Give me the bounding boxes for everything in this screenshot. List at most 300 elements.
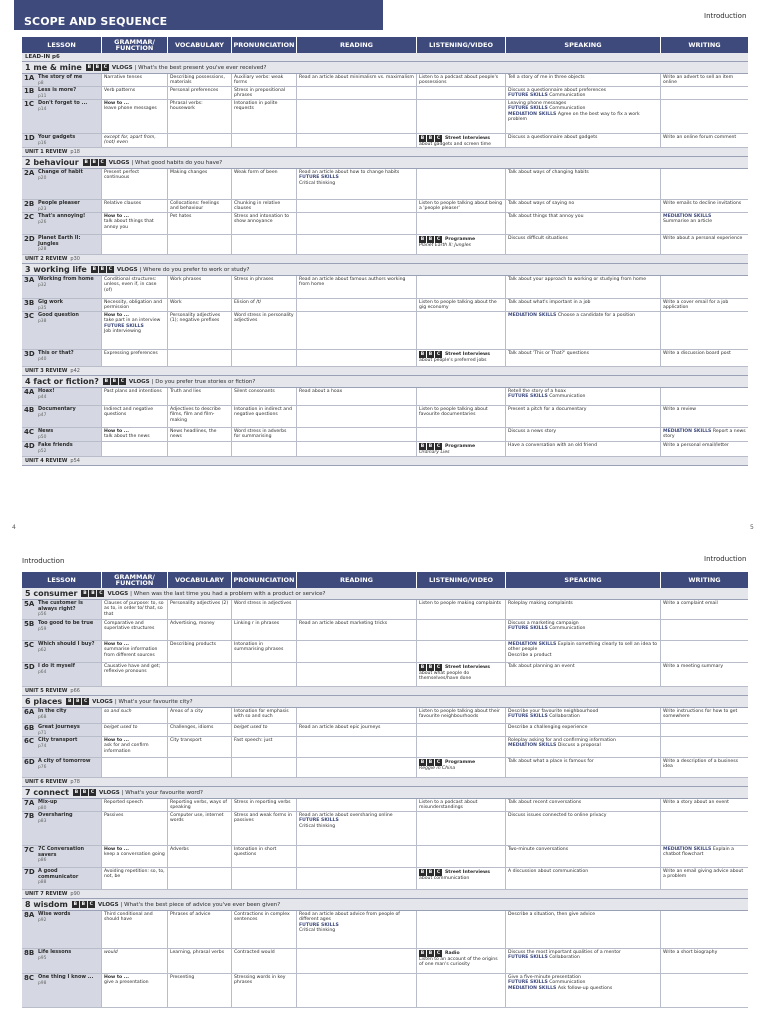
cell-line: Roleplay asking for and confirming information: [508, 738, 616, 743]
cell-line: [419, 135, 503, 142]
lesson-row: [22, 812, 748, 846]
lesson-cell[interactable]: [22, 758, 102, 777]
pronunciation-cell: [232, 100, 297, 133]
grammar-cell: [102, 428, 168, 441]
cell-line: Personality adjectives (1); negative prefixes: [170, 313, 221, 324]
lesson-code: 6A: [24, 708, 35, 716]
lesson-code: 1B: [24, 87, 35, 95]
header-grammar: GRAMMAR/ FUNCTION: [102, 572, 168, 588]
lesson-code: 3B: [24, 299, 35, 307]
pronunciation-cell: [232, 87, 297, 99]
bbc-letter: C: [120, 379, 125, 384]
unit-title-row: [22, 264, 748, 276]
lesson-cell[interactable]: [22, 663, 102, 686]
vocabulary-cell: [168, 235, 232, 254]
bbc-letter: B: [428, 136, 433, 141]
lesson-cell[interactable]: [22, 708, 102, 723]
lesson-body: [38, 709, 67, 722]
cell-line: about people's preferred jobs: [419, 358, 487, 363]
speaking-cell: [506, 276, 661, 298]
vlogs-label: VLOGS: [128, 378, 150, 385]
cell-line: keep a conversation going: [104, 852, 165, 858]
review-page: p90: [70, 891, 80, 897]
lesson-code: 7A: [24, 799, 35, 807]
lesson-cell[interactable]: [22, 911, 102, 948]
reading-cell: [297, 949, 417, 973]
bbc-letter: C: [108, 267, 112, 272]
cell-line: Describe your favourite neighbourhood: [508, 709, 599, 714]
reading-cell: [297, 641, 417, 662]
cell-line: Roleplay making complaints: [508, 601, 573, 606]
unit-title-row: [22, 62, 748, 74]
unit-review-row: [22, 367, 748, 376]
reading-cell: [297, 724, 417, 736]
header-lesson: LESSON: [22, 572, 102, 588]
vocabulary-cell: [168, 406, 232, 427]
listening-cell: [417, 949, 506, 973]
cell-line: Talk about things that annoy you: [508, 214, 584, 219]
lesson-page: p52: [38, 448, 47, 454]
cell-line: Tell a story of me in three objects: [508, 75, 585, 80]
header-reading: READING: [297, 37, 417, 53]
grammar-cell: [102, 737, 168, 757]
unit-title-row: [22, 787, 748, 799]
cell-line: Challenges, idioms: [170, 725, 214, 730]
listening-cell: [417, 276, 506, 298]
cell-line: Write an advert to sell an item online: [663, 75, 734, 86]
cell-line: Critical thinking: [299, 927, 336, 933]
bbc-letter: B: [91, 591, 95, 596]
vocabulary-cell: [168, 663, 232, 686]
table-body: [22, 53, 748, 466]
vlogs-label: VLOGS: [98, 789, 120, 796]
review-page: p78: [70, 779, 80, 785]
cell-line: talk about the news: [104, 434, 150, 440]
vocabulary-cell: [168, 428, 232, 441]
cell-line: about what people do themselves/have done: [419, 671, 472, 682]
media-type: Street Interviews: [445, 136, 491, 141]
cell-line: Reggie in China: [419, 766, 456, 771]
cell-line: [508, 313, 658, 318]
cell-line: Chunking in relative clauses: [234, 201, 281, 212]
bbc-letter: B: [92, 267, 97, 272]
cell-line: summarise information from different sources: [104, 647, 158, 658]
bbc-letter: B: [84, 160, 88, 165]
lesson-title: A city of tomorrow: [38, 758, 91, 764]
lesson-code: 6D: [24, 758, 35, 766]
reading-cell: [297, 758, 417, 777]
speaking-cell: [506, 200, 661, 212]
bbc-logo: [86, 64, 109, 71]
vlog-question: | When was the last time you had a problem with a product or service?: [130, 590, 326, 597]
lesson-page: p68: [38, 714, 47, 720]
bbc-logo: [419, 664, 442, 671]
lead-in-row: LEAD-IN p6: [22, 53, 748, 62]
vlog-question: | Where do you prefer to work or study?: [139, 266, 250, 273]
lesson-title: One thing I know ...: [38, 974, 94, 980]
speaking-cell: [506, 641, 661, 662]
cell-line: Intonation in polite requests: [234, 101, 278, 112]
lesson-cell[interactable]: [22, 100, 102, 133]
lesson-title: This or that?: [38, 350, 74, 356]
cell-line: Adjectives to describe films, film and film-making: [170, 407, 221, 423]
bbc-logo: [91, 266, 114, 273]
skill-text: Discuss a proposal: [556, 743, 601, 749]
lesson-cell[interactable]: [22, 200, 102, 212]
reading-cell: [297, 442, 417, 456]
vocabulary-cell: [168, 213, 232, 234]
lesson-cell[interactable]: [22, 74, 102, 86]
lesson-code: 6C: [24, 737, 35, 745]
cell-line: Reporting verbs, ways of speaking: [170, 800, 228, 811]
lesson-cell[interactable]: [22, 428, 102, 441]
lesson-row: [22, 868, 748, 890]
lesson-cell[interactable]: [22, 974, 102, 1007]
listening-cell: [417, 312, 506, 349]
bbc-letter: C: [436, 237, 441, 242]
reading-cell: [297, 620, 417, 640]
lesson-cell[interactable]: [22, 799, 102, 811]
writing-cell: [661, 428, 748, 441]
bbc-letter: B: [428, 665, 433, 670]
reading-cell: [297, 134, 417, 147]
cell-line: Discuss a questionnaire about preferences: [508, 88, 607, 93]
bbc-logo: [81, 590, 104, 597]
cell-line: Give a five-minute presentation: [508, 975, 581, 980]
cell-line: Linking r in phrases: [234, 621, 280, 626]
lesson-page: p47: [38, 412, 47, 418]
unit-review-row: [22, 778, 748, 787]
vlog-question: | What good habits do you have?: [131, 159, 223, 166]
vlog-question: | What's your favourite city?: [114, 698, 193, 705]
lesson-title: Less is more?: [38, 87, 77, 93]
cell-line: leave phone messages: [104, 106, 157, 112]
lesson-row: [22, 641, 748, 663]
bbc-letter: C: [436, 951, 441, 956]
writing-cell: [661, 388, 748, 405]
speaking-cell: [506, 169, 661, 199]
skill-text: Communication: [547, 394, 586, 400]
writing-cell: [661, 406, 748, 427]
lesson-code: 4C: [24, 428, 35, 436]
writing-cell: [661, 276, 748, 298]
writing-cell: [661, 169, 748, 199]
cell-line: Write a meeting summary: [663, 664, 724, 669]
lesson-code: 1A: [24, 74, 35, 82]
lesson-body: [38, 351, 74, 365]
lesson-cell[interactable]: [22, 235, 102, 254]
grammar-cell: [102, 350, 168, 366]
bbc-letter: B: [420, 237, 425, 242]
skill-text: Report a news story: [663, 429, 746, 440]
lesson-cell[interactable]: [22, 169, 102, 199]
cell-line: A discussion about communication: [508, 869, 589, 874]
header-grammar: GRAMMAR/ FUNCTION: [102, 37, 168, 53]
vocabulary-cell: [168, 974, 232, 1007]
media-type: Street Interviews: [445, 870, 491, 875]
cell-line: Learning, phrasal verbs: [170, 950, 225, 955]
cell-line: Describing products: [170, 642, 216, 647]
lesson-body: [38, 135, 75, 146]
bbc-letter: B: [428, 237, 433, 242]
cell-line: Talk about what a place is famous for: [508, 759, 594, 764]
cell-line: Presenting: [170, 975, 195, 980]
lesson-row: [22, 428, 748, 442]
lesson-page: p62: [38, 647, 47, 653]
lesson-row: [22, 600, 748, 620]
review-page: p42: [70, 368, 80, 374]
bbc-logo: [419, 443, 442, 450]
cell-line: Discuss a news story: [508, 429, 557, 434]
lesson-title: Working from home: [38, 276, 94, 282]
cell-line: Discuss the most important qualities of a mentor: [508, 950, 621, 955]
scope-table-2: [22, 572, 748, 1008]
lesson-page: p59: [38, 626, 47, 632]
cell-line: City transport: [170, 738, 202, 743]
cell-line: Past plans and intentions: [104, 389, 162, 394]
cell-line: Contracted would: [234, 950, 275, 955]
header-vocabulary: VOCABULARY: [168, 572, 232, 588]
future-skills-label: FUTURE SKILLS: [299, 175, 339, 181]
listening-cell: [417, 799, 506, 811]
pronunciation-cell: [232, 276, 297, 298]
lesson-page: p88: [38, 880, 47, 885]
page-number-left: 4: [12, 524, 16, 531]
cell-line: would: [104, 950, 118, 955]
lesson-code: 3C: [24, 312, 35, 320]
lesson-code: 1C: [24, 100, 35, 108]
cell-line: Stress in phrases: [234, 277, 274, 282]
cell-line: be/get used to: [104, 725, 138, 730]
bbc-logo: [419, 135, 442, 142]
cell-line: Causative have and get; reflexive pronouns: [104, 664, 161, 675]
lesson-body: [38, 725, 80, 735]
vlog-question: | Do you prefer true stories or fiction?: [151, 378, 256, 385]
lesson-cell[interactable]: [22, 276, 102, 298]
reading-cell: [297, 406, 417, 427]
vocabulary-cell: [168, 169, 232, 199]
reading-cell: [297, 74, 417, 86]
vocabulary-cell: [168, 911, 232, 948]
lesson-code: 6B: [24, 724, 35, 732]
cell-line: Describing possessions, materials: [170, 75, 225, 86]
cell-line: Write emails to decline invitations: [663, 201, 742, 206]
cell-line: Reported speech: [104, 800, 143, 805]
bbc-logo: [419, 351, 442, 358]
lesson-row: [22, 911, 748, 949]
unit-title: 5 consumer: [25, 589, 78, 598]
cell-line: Ordinary Lies: [419, 450, 450, 455]
reading-cell: [297, 299, 417, 311]
lesson-cell[interactable]: [22, 949, 102, 973]
reading-cell: [297, 600, 417, 619]
speaking-cell: [506, 974, 661, 1007]
grammar-cell: [102, 87, 168, 99]
lesson-cell[interactable]: [22, 620, 102, 640]
bbc-letter: C: [84, 699, 88, 704]
cell-line: Phrasal verbs: housework: [170, 101, 203, 112]
unit-title-row: [22, 696, 748, 708]
writing-cell: [661, 235, 748, 254]
bbc-letter: C: [436, 136, 441, 141]
lesson-title: Planet Earth II: Jungles: [38, 235, 81, 247]
cell-line: Read an article about marketing tricks: [299, 621, 388, 626]
lesson-row: [22, 737, 748, 758]
pronunciation-cell: [232, 812, 297, 845]
bbc-letter: C: [436, 444, 441, 449]
cell-line: Pet hates: [170, 214, 192, 219]
cell-line: Talk about 'This or That?' questions: [508, 351, 589, 356]
lesson-code: 2C: [24, 213, 35, 221]
writing-cell: [661, 949, 748, 973]
review-label: UNIT 3 REVIEW: [25, 368, 68, 374]
writing-cell: [661, 620, 748, 640]
reading-cell: [297, 911, 417, 948]
lesson-title: Oversharing: [38, 812, 73, 818]
lesson-cell[interactable]: [22, 812, 102, 845]
media-type: Programme: [445, 760, 476, 765]
mediation-skills-label: MEDIATION SKILLS: [663, 429, 712, 434]
lesson-code: 7C: [24, 846, 35, 854]
lesson-body: [38, 75, 82, 85]
pronunciation-cell: [232, 213, 297, 234]
review-page: p66: [70, 688, 80, 694]
cell-line: Write a discussion board post: [663, 351, 731, 356]
cell-line: Phrases of advice: [170, 912, 211, 917]
reading-cell: [297, 799, 417, 811]
grammar-cell: [102, 442, 168, 456]
skill-text: Agree on the best way to fix a work problem: [508, 111, 640, 122]
lesson-cell[interactable]: [22, 350, 102, 366]
lesson-body: [38, 407, 76, 426]
lesson-cell[interactable]: [22, 846, 102, 867]
lesson-code: 2B: [24, 200, 35, 208]
cell-line: How to ...: [104, 738, 130, 743]
lesson-cell[interactable]: [22, 600, 102, 619]
listening-cell: [417, 235, 506, 254]
bbc-logo: [83, 159, 106, 166]
lesson-cell[interactable]: [22, 724, 102, 736]
speaking-cell: [506, 737, 661, 757]
lesson-row: [22, 724, 748, 737]
lesson-page: p32: [38, 282, 47, 288]
bbc-letter: B: [75, 699, 80, 704]
vocabulary-cell: [168, 134, 232, 147]
lesson-title: Don't forget to ...: [38, 100, 88, 106]
bbc-letter: B: [112, 379, 117, 384]
review-label: UNIT 6 REVIEW: [25, 779, 68, 785]
lesson-code: 3A: [24, 276, 35, 284]
bbc-letter: B: [74, 790, 79, 795]
vocabulary-cell: [168, 812, 232, 845]
cell-line: Write an online forum comment: [663, 135, 737, 140]
cell-line: [508, 642, 658, 653]
lesson-cell[interactable]: [22, 641, 102, 662]
lesson-row: [22, 100, 748, 134]
lesson-title: City transport: [38, 737, 78, 743]
cell-line: take part in an interview: [104, 318, 161, 324]
cell-line: about gadgets and screen time: [419, 142, 491, 147]
vlogs-label: VLOGS: [108, 159, 130, 166]
reading-cell: [297, 663, 417, 686]
writing-cell: [661, 758, 748, 777]
lesson-page: p8: [38, 80, 44, 86]
lesson-row: [22, 442, 748, 457]
cell-line: Listen to people talking about being a 'people pleaser': [419, 201, 503, 212]
cell-line: Have a conversation with an old friend: [508, 443, 597, 448]
lesson-cell[interactable]: [22, 868, 102, 889]
unit-title-row: [22, 899, 748, 911]
listening-cell: [417, 428, 506, 441]
header-writing: WRITING: [688, 40, 721, 49]
speaking-cell: [506, 663, 661, 686]
reading-cell: [297, 737, 417, 757]
cell-line: Adverbs: [170, 847, 189, 852]
bbc-letter: C: [99, 591, 103, 596]
cell-line: Read an article about famous authors working from home: [299, 277, 406, 288]
lesson-title: In the city: [38, 708, 67, 714]
lesson-page: p28: [38, 247, 47, 252]
writing-cell: [661, 312, 748, 349]
bbc-letter: B: [420, 665, 425, 670]
unit-review-row: [22, 148, 748, 157]
future-skills-label: FUTURE SKILLS: [508, 980, 548, 986]
mediation-skills-label: MEDIATION SKILLS: [663, 214, 712, 219]
cell-line: Job interviewing: [104, 328, 141, 334]
cell-line: [508, 955, 658, 960]
lesson-cell[interactable]: [22, 312, 102, 349]
lesson-body: [38, 759, 91, 776]
pronunciation-cell: [232, 134, 297, 147]
cell-line: Weak form of been: [234, 170, 278, 175]
lesson-row: [22, 235, 748, 255]
speaking-cell: [506, 758, 661, 777]
pronunciation-cell: [232, 620, 297, 640]
vocabulary-cell: [168, 641, 232, 662]
listening-cell: [417, 641, 506, 662]
section-label: Introduction: [704, 12, 747, 20]
lesson-cell[interactable]: [22, 388, 102, 405]
grammar-cell: [102, 388, 168, 405]
cell-line: Write a cover email for a job application: [663, 300, 729, 311]
grammar-cell: [102, 74, 168, 86]
reading-cell: [297, 846, 417, 867]
pronunciation-cell: [232, 846, 297, 867]
lesson-cell[interactable]: [22, 87, 102, 99]
grammar-cell: [102, 600, 168, 619]
listening-cell: [417, 737, 506, 757]
lesson-cell[interactable]: [22, 134, 102, 147]
lesson-cell[interactable]: [22, 442, 102, 456]
lesson-cell[interactable]: [22, 299, 102, 311]
lesson-cell[interactable]: [22, 737, 102, 757]
cell-line: How to ...: [104, 214, 130, 219]
cell-line: Stress in prepositional phrases: [234, 88, 286, 99]
bbc-letter: B: [420, 136, 425, 141]
grammar-cell: [102, 276, 168, 298]
vocabulary-cell: [168, 708, 232, 723]
speaking-cell: [506, 100, 661, 133]
lesson-cell[interactable]: [22, 406, 102, 427]
header-pronunciation: PRONUNCIATION: [232, 37, 297, 53]
speaking-cell: [506, 428, 661, 441]
lesson-page: p98: [38, 980, 47, 986]
vlogs-label: VLOGS: [116, 266, 138, 273]
lesson-cell[interactable]: [22, 213, 102, 234]
lesson-code: 4A: [24, 388, 35, 396]
writing-cell: [661, 350, 748, 366]
lesson-code: 8C: [24, 974, 35, 982]
